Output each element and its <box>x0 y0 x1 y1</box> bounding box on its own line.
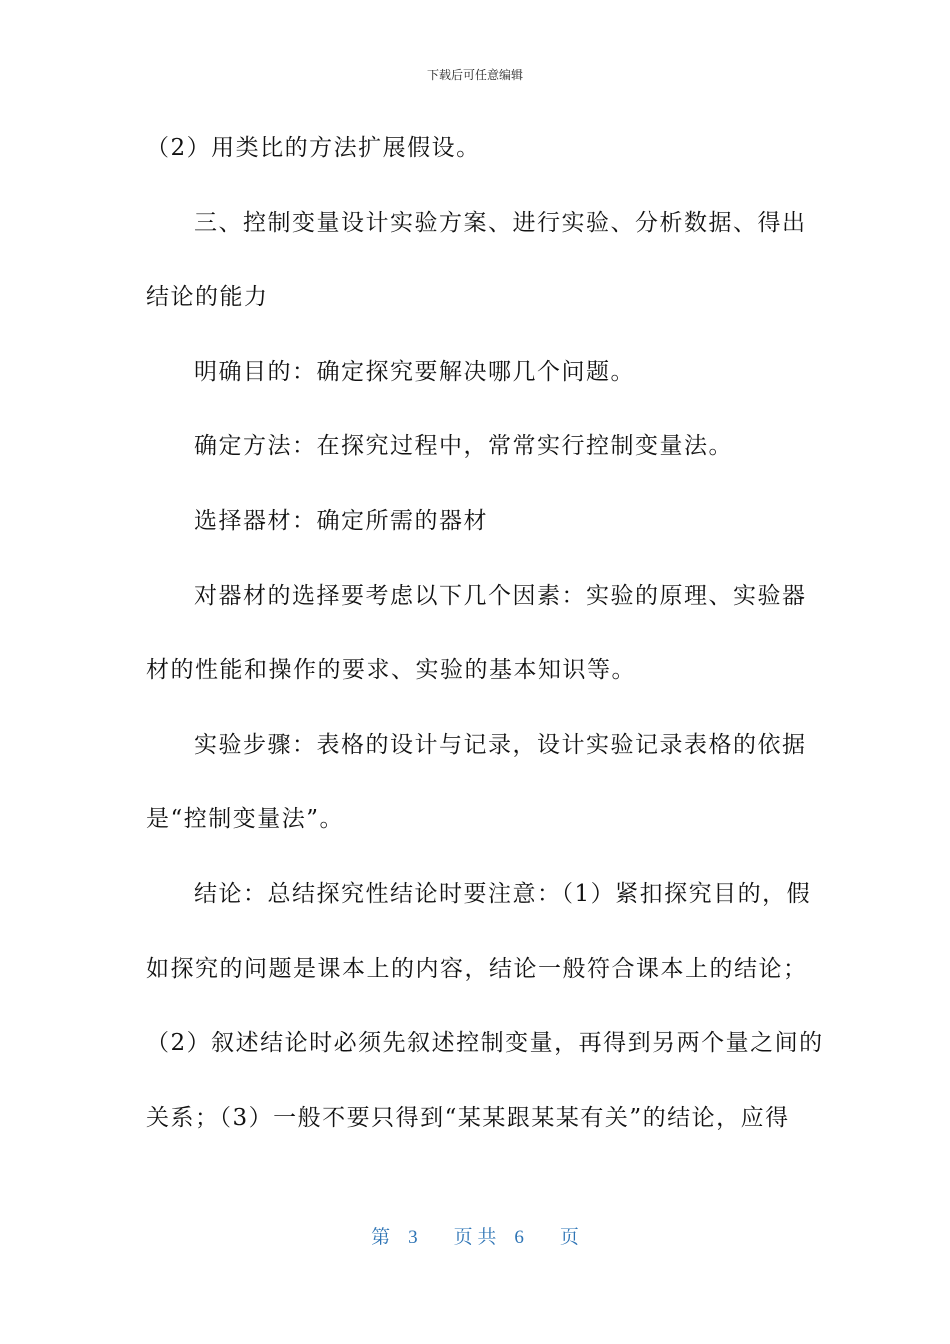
text-line: 结论的能力 <box>146 284 269 311</box>
text-line: 选择器材：确定所需的器材 <box>194 507 488 534</box>
text-line: 关系；（3）一般不要只得到“某某跟某某有关”的结论，应得 <box>146 1104 790 1131</box>
text-line: 结论：总结探究性结论时要注意：（1）紧扣探究目的，假 <box>194 880 812 907</box>
total-pages-number: 6 <box>514 1227 524 1248</box>
text-line: 确定方法：在探究过程中，常常实行控制变量法。 <box>194 433 733 460</box>
footer-prefix: 第 <box>371 1227 391 1248</box>
footer-suffix: 页 <box>559 1227 579 1248</box>
text-line: 明确目的：确定探究要解决哪几个问题。 <box>194 358 635 385</box>
text-line: 三、控制变量设计实验方案、进行实验、分析数据、得出 <box>194 209 807 236</box>
document-body <box>146 128 824 1172</box>
text-line: （2）用类比的方法扩展假设。 <box>146 135 481 161</box>
text-line: 实验步骤：表格的设计与记录，设计实验记录表格的依据 <box>194 731 807 758</box>
text-line: 是“控制变量法”。 <box>146 806 345 833</box>
page-header: 下载后可任意编辑 <box>426 68 523 82</box>
text-line: 对器材的选择要考虑以下几个因素：实验的原理、实验器 <box>194 582 807 609</box>
footer-middle: 页 共 <box>453 1227 497 1248</box>
text-line: 如探究的问题是课本上的内容，结论一般符合课本上的结论； <box>146 955 808 982</box>
text-line: （2）叙述结论时必须先叙述控制变量，再得到另两个量之间的 <box>146 1030 824 1057</box>
current-page-number: 3 <box>408 1227 418 1248</box>
page-footer <box>0 1226 950 1250</box>
text-line: 材的性能和操作的要求、实验的基本知识等。 <box>146 657 636 684</box>
